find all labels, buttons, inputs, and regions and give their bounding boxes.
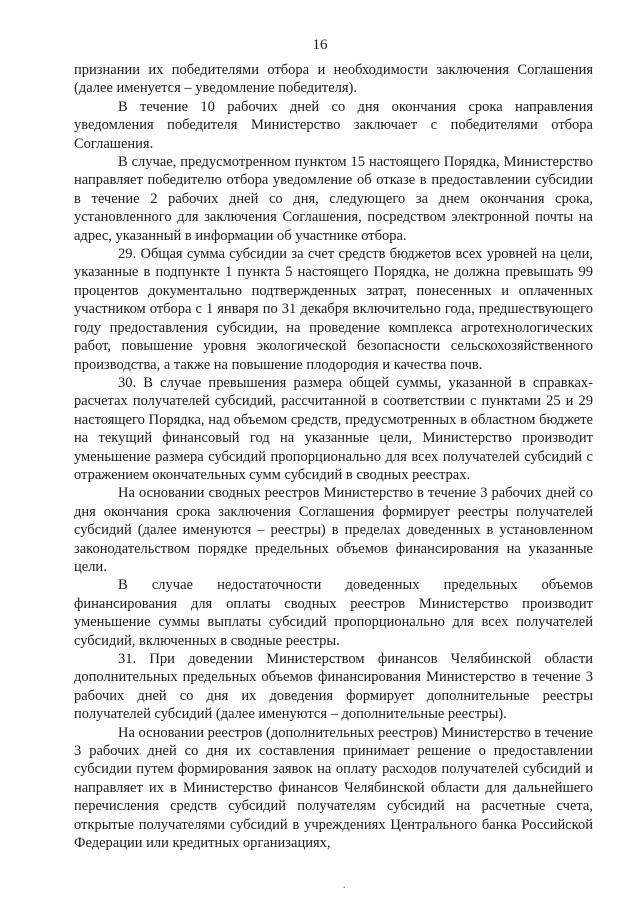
paragraph-clause-30: 30. В случае превышения размера общей суммы, указанной в справках-расчетах получателей субсидий, рассчитанной в соответствии с пунктами 25 и 29 настоящего Порядка, над объемом средств, предусмотренных в областном бюджете на текущий финансовый год на указанные цели, Министерство производит уменьшение размера субсидий пропорционально для всех получателей субсидий с отражением окончательных сумм субсидий в сводных реестрах. (74, 374, 593, 483)
document-body (74, 61, 593, 852)
paragraph: В течение 10 рабочих дней со дня окончания срока направления уведомления победителя Министерство заключает с победителями отбора Соглашения. (74, 98, 593, 152)
paragraph: В случае, предусмотренном пунктом 15 настоящего Порядка, Министерство направляет победителю отбора уведомление об отказе в предоставлении субсидии в течение 2 рабочих дней со дня, следующего за днем окончания срока, установленного для заключения Соглашения, посредством электронной почты на адрес, указанный в информации об участнике отбора. (74, 154, 593, 244)
paragraph-clause-29: 29. Общая сумма субсидии за счет средств бюджетов всех уровней на цели, указанные в подпункте 1 пункта 5 настоящего Порядка, не должна превышать 99 процентов документально подтвержденных затрат, понесенных и оплаченных участником отбора с 1 января по 31 декабря включительно года, предшествующего году предоставления субсидии, на проведение комплекса агротехнологических работ, повышение уровня экологической безопасности сельскохозяйственного производства, а также на повышение плодородия и качества почв. (74, 246, 593, 373)
paragraph: В случае недостаточности доведенных предельных объемов финансирования для оплаты сводных реестров Министерство производит уменьшение суммы выплаты субсидий пропорционально для всех получателей субсидий, включенных в сводные реестры. (74, 577, 593, 649)
paragraph-continuation: признании их победителями отбора и необходимости заключения Соглашения (далее именуется – уведомление победителя). (74, 62, 593, 97)
paragraph: На основании реестров (дополнительных реестров) Министерство в течение 3 рабочих дней со дня их составления принимает решение о предоставлении субсидии путем формирования заявок на оплату расходов получателей субсидий и направляет их в Министерство финансов Челябинской области для дальнейшего перечисления средств субсидий получателям субсидий на расчетные счета, открытые получателями субсидий в учреждениях Центрального банка Российской Федерации или кредитных организациях, (74, 724, 593, 852)
page-number: 16 (312, 37, 328, 53)
paragraph: На основании сводных реестров Министерство в течение 3 рабочих дней со дня окончания срока заключения Соглашения формирует реестры получателей субсидий (далее именуются – реестры) в пределах доведенных в установленном законодательством порядке предельных объемов финансирования на указанные цели. (74, 485, 593, 575)
footer-mark: . (343, 880, 346, 891)
paragraph-clause-31: 31. При доведении Министерством финансов Челябинской области дополнительных предельных объемов финансирования Министерство в течение 3 рабочих дней со дня их доведения формирует дополнительные реестры получателей субсидий (далее именуются – дополнительные реестры). (74, 651, 593, 723)
